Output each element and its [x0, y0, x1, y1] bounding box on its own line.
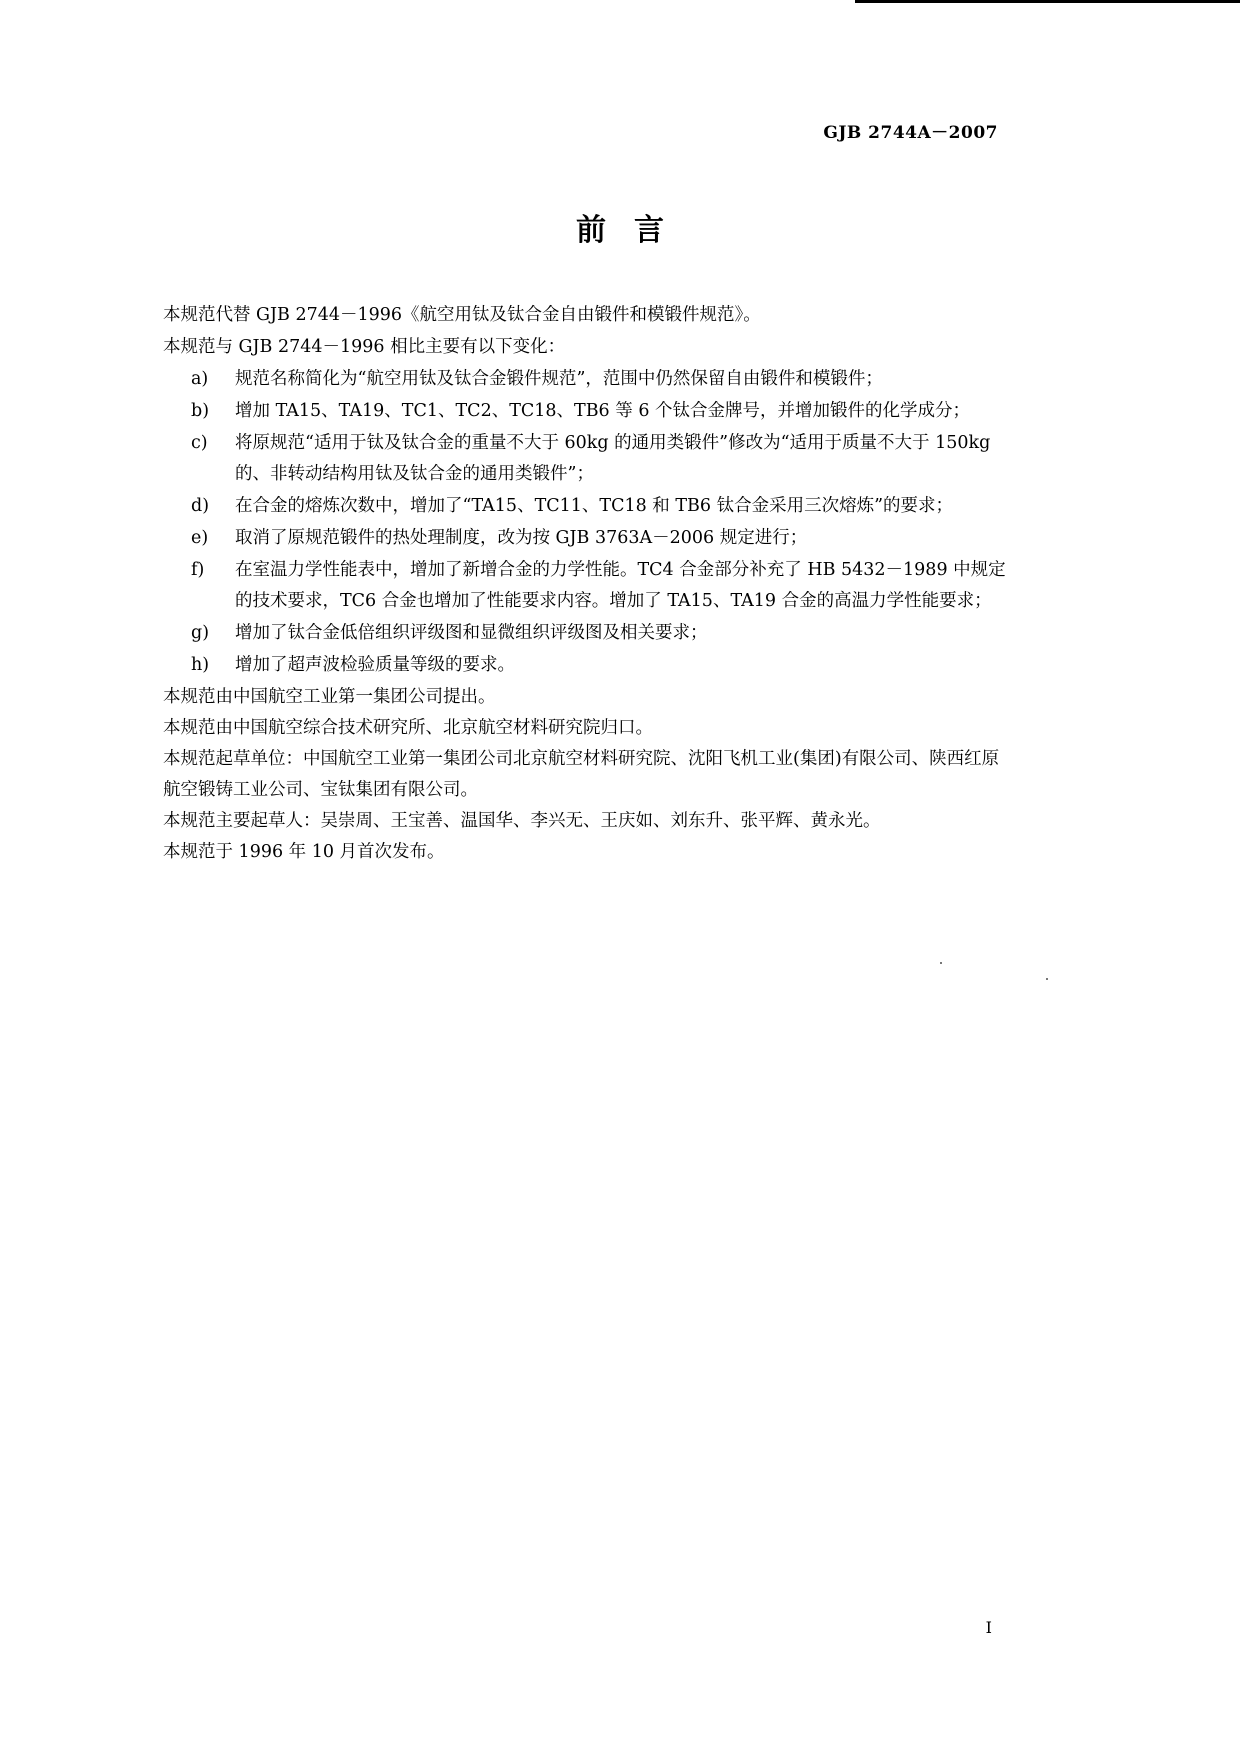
- page-title: 前言: [576, 213, 692, 248]
- list-item-text: 取消了原规范锻件的热处理制度，改为按 GJB 3763A－2006 规定进行；: [235, 528, 808, 548]
- foreword-body: [163, 300, 1013, 868]
- page-speck: [1046, 978, 1048, 980]
- list-item: [163, 491, 1013, 522]
- list-item-marker: c): [191, 433, 208, 453]
- tail-paragraph-drafting-units: 本规范起草单位：中国航空工业第一集团公司北京航空材料研究院、沈阳飞机工业(集团)有限公司、陕西红原航空锻铸工业公司、宝钛集团有限公司。: [163, 749, 1000, 800]
- list-item: [163, 555, 1013, 617]
- top-rule-decoration: [855, 0, 1240, 3]
- list-item-marker: d): [191, 496, 210, 516]
- list-item: [163, 396, 1013, 427]
- list-item: [163, 428, 1013, 490]
- list-item-text: 规范名称简化为“航空用钛及钛合金锻件规范”，范围中仍然保留自由锻件和模锻件；: [235, 369, 883, 389]
- tail-paragraph-drafters: 本规范主要起草人：吴崇周、王宝善、温国华、李兴无、王庆如、刘东升、张平辉、黄永光。: [163, 811, 881, 831]
- list-item-text: 将原规范“适用于钛及钛合金的重量不大于 60kg 的通用类锻件”修改为“适用于质量不大于 150kg 的、非转动结构用钛及钛合金的通用类锻件”；: [235, 433, 991, 484]
- list-item-marker: g): [191, 623, 210, 643]
- tail-paragraph-custodian: 本规范由中国航空综合技术研究所、北京航空材料研究院归口。: [163, 718, 653, 738]
- list-item: [163, 523, 1013, 554]
- list-item-text: 增加 TA15、TA19、TC1、TC2、TC18、TB6 等 6 个钛合金牌号，并增加锻件的化学成分；: [235, 401, 971, 421]
- intro-paragraph-1: 本规范代替 GJB 2744－1996《航空用钛及钛合金自由锻件和模锻件规范》。: [163, 305, 761, 325]
- intro-paragraph-2: 本规范与 GJB 2744－1996 相比主要有以下变化：: [163, 337, 566, 357]
- list-item-marker: b): [191, 401, 210, 421]
- list-item-text: 增加了超声波检验质量等级的要求。: [235, 655, 515, 675]
- standard-code-header: GJB 2744A－2007: [823, 123, 998, 143]
- tail-paragraph-first-release: 本规范于 1996 年 10 月首次发布。: [163, 842, 445, 862]
- list-item-marker: a): [191, 369, 209, 389]
- page-speck: [940, 962, 942, 964]
- list-item-text: 增加了钛合金低倍组织评级图和显微组织评级图及相关要求；: [235, 623, 708, 643]
- list-item: [163, 618, 1013, 649]
- page-number: I: [985, 1618, 992, 1637]
- list-item: [163, 650, 1013, 681]
- list-item: [163, 364, 1013, 395]
- tail-paragraph-proposer: 本规范由中国航空工业第一集团公司提出。: [163, 687, 496, 707]
- list-item-text: 在合金的熔炼次数中，增加了“TA15、TC11、TC18 和 TB6 钛合金采用三次熔炼”的要求；: [235, 496, 954, 516]
- list-item-text: 在室温力学性能表中，增加了新增合金的力学性能。TC4 合金部分补充了 HB 5432－1989 中规定的技术要求，TC6 合金也增加了性能要求内容。增加了 TA15、TA19 合金的高温力学性能要求；: [235, 560, 1006, 611]
- list-item-marker: e): [191, 528, 209, 548]
- list-item-marker: h): [191, 655, 210, 675]
- list-item-marker: f): [191, 560, 205, 580]
- changes-list: [163, 364, 1013, 681]
